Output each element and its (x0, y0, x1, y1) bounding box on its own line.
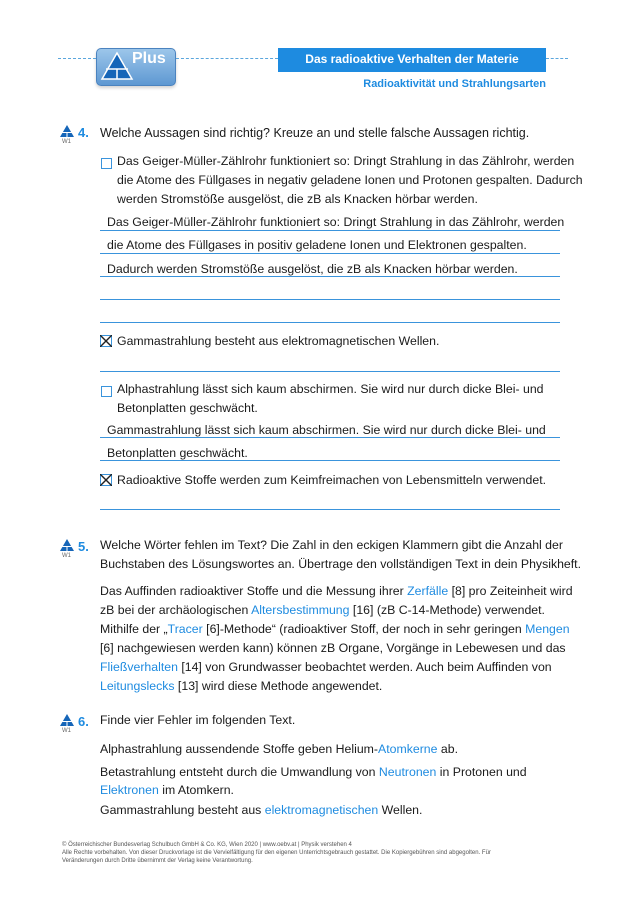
footer (62, 841, 582, 865)
triangle-logo-icon (100, 51, 134, 81)
level-label: W1 (62, 553, 71, 559)
q6-text-line-4: Gammastrahlung besteht aus elektromagnetischen Wellen. (100, 803, 423, 817)
answer-word: Zerfälle (407, 584, 449, 598)
level-label: W1 (62, 728, 71, 734)
level-triangle-icon (60, 714, 74, 726)
answer-line[interactable] (100, 230, 560, 231)
level-triangle-icon (60, 539, 74, 551)
header-dash-mid (176, 58, 278, 59)
answer-word: Fließverhalten (100, 660, 178, 674)
answer-word: Altersbestimmung (251, 603, 350, 617)
error-word: Neutronen (378, 765, 437, 779)
statement-1-line-1: Das Geiger-Müller-Zählrohr funktioniert so: Dringt Strahlung in das Zählrohr, werden (117, 154, 575, 168)
q5-text-line-1: Das Auffinden radioaktiver Stoffe und die Messung ihrer Zerfälle [8] pro Zeiteinheit wird (100, 584, 573, 598)
q6-text-line-2: Betastrahlung entsteht durch die Umwandlung von Neutronen in Protonen und (100, 765, 527, 779)
error-word: elektromagnetischen (264, 803, 379, 817)
statement-4-text: Radioaktive Stoffe werden zum Keimfreimachen von Lebensmitteln verwendet. (117, 473, 547, 487)
q4-number: 4. (78, 125, 89, 140)
statement-1-line-2: die Atome des Füllgases in negativ geladene Ionen und Protonen gespalten. Dadurch (117, 173, 583, 187)
q5-text-line-5: Fließverhalten [14] von Grundwasser beobachtet werden. Auch beim Auffinden von (100, 660, 552, 674)
answer-line[interactable] (100, 371, 560, 372)
q5-level-marker (60, 539, 76, 563)
statement-4-checkbox-checked[interactable] (100, 474, 112, 486)
q4-prompt: Welche Aussagen sind richtig? Kreuze an und stelle falsche Aussagen richtig. (100, 126, 530, 140)
error-word: Atomkerne (378, 742, 438, 756)
q6-prompt: Finde vier Fehler im folgenden Text. (100, 713, 296, 727)
header-dash-left (58, 58, 96, 59)
statement-3-line-2: Betonplatten geschwächt. (117, 401, 258, 415)
logo-text: Plus (132, 50, 166, 67)
level-label: W1 (62, 139, 71, 145)
answer-line[interactable] (100, 509, 560, 510)
answer-line[interactable] (100, 276, 560, 277)
answer-1-line-3: Dadurch werden Stromstöße ausgelöst, die zB als Knacken hörbar werden. (107, 262, 518, 276)
footer-disclaimer: Veränderungen durch Dritte übernimmt der Verlag keine Verantwortung. (62, 858, 253, 864)
answer-line[interactable] (100, 299, 560, 300)
answer-1-line-1: Das Geiger-Müller-Zählrohr funktioniert so: Dringt Strahlung in das Zählrohr, werden (107, 215, 565, 229)
q5-text-line-2: zB bei der archäologischen Altersbestimmung [16] (zB C-14-Methode) verwendet. (100, 603, 545, 617)
answer-line[interactable] (100, 322, 560, 323)
level-triangle-icon (60, 125, 74, 137)
q6-text-line-1: Alphastrahlung aussendende Stoffe geben Helium-Atomkerne ab. (100, 742, 458, 756)
q5-text-line-4: [6] nachgewiesen werden kann) können zB Organe, Vorgänge in Lebewesen und das (100, 641, 566, 655)
error-word: Elektronen (100, 783, 159, 797)
answer-1-line-2: die Atome des Füllgases in positiv geladene Ionen und Elektronen gespalten. (107, 238, 527, 252)
q5-text-line-6: Leitungslecks [13] wird diese Methode angewendet. (100, 679, 383, 693)
answer-line[interactable] (100, 460, 560, 461)
q5-prompt-line-1: Welche Wörter fehlen im Text? Die Zahl in den eckigen Klammern gibt die Anzahl der (100, 538, 563, 552)
footer-copyright: © Österreichischer Bundesverlag Schulbuch GmbH & Co. KG, Wien 2020 | www.oebv.at | Physik verstehen 4 (62, 842, 352, 848)
q4-level-marker (60, 125, 76, 149)
statement-3-checkbox[interactable] (101, 386, 112, 397)
answer-word: Mengen (525, 622, 570, 636)
answer-line[interactable] (100, 437, 560, 438)
statement-2-checkbox-checked[interactable] (100, 335, 112, 347)
answer-word: Leitungslecks (100, 679, 175, 693)
answer-3-line-1: Gammastrahlung lässt sich kaum abschirmen. Sie wird nur durch dicke Blei- und (107, 423, 546, 437)
header-dash-right (546, 58, 568, 59)
answer-3-line-2: Betonplatten geschwächt. (107, 446, 248, 460)
statement-1-line-3: werden Stromstöße ausgelöst, die zB als Knacken hörbar werden. (117, 192, 478, 206)
header-title: Das radioaktive Verhalten der Materie (305, 52, 519, 66)
statement-3-line-1: Alphastrahlung lässt sich kaum abschirmen. Sie wird nur durch dicke Blei- und (117, 382, 544, 396)
q5-prompt-line-2: Buchstaben des Lösungswortes an. Übertrage den vollständigen Text in dein Physikheft. (100, 557, 582, 571)
answer-word: Tracer (167, 622, 203, 636)
answer-line[interactable] (100, 253, 560, 254)
q5-text-line-3: Mithilfe der „Tracer [6]-Methode“ (radioaktiver Stoff, der noch in sehr geringen Mengen (100, 622, 570, 636)
header-subtitle: Radioaktivität und Strahlungsarten (363, 78, 546, 90)
statement-1-checkbox[interactable] (101, 158, 112, 169)
q6-number: 6. (78, 714, 89, 729)
footer-rights: Alle Rechte vorbehalten. Von dieser Druckvorlage ist die Vervielfältigung für den eigenen Unterrichtsgebrauch gestattet. Die Kopiergebühren sind abgegolten. Für (62, 850, 491, 856)
statement-2-text: Gammastrahlung besteht aus elektromagnetischen Wellen. (117, 334, 440, 348)
q5-number: 5. (78, 539, 89, 554)
q6-level-marker (60, 714, 76, 738)
q6-text-line-3: Elektronen im Atomkern. (100, 783, 234, 797)
